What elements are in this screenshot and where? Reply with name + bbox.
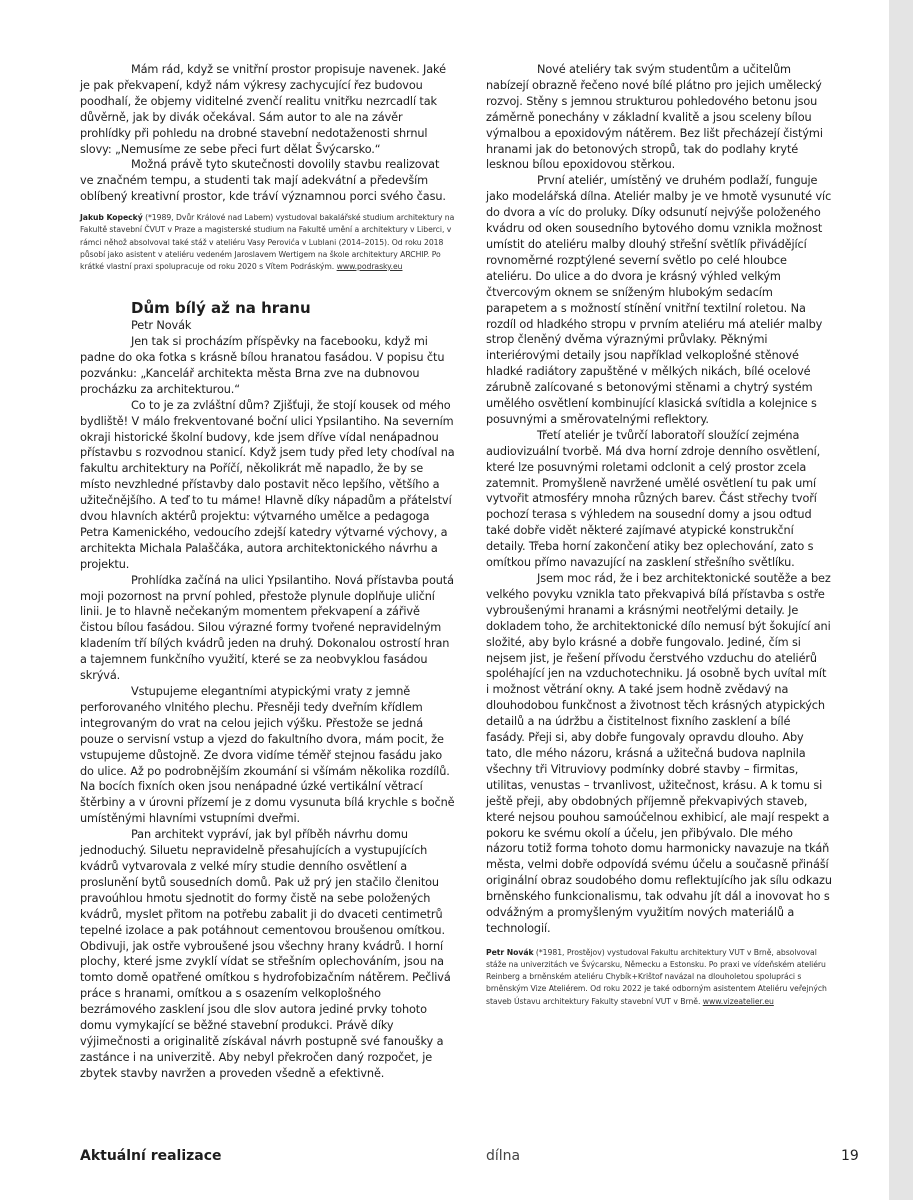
paragraph: Vstupujeme elegantními atypickými vraty z jemně perforovaného vlnitého plechu. Přesněji tedy dveřním křídlem integrovaným do vrat na celou jejich výšku. Přestože se jedná pouze o servisní vstup a vjezd do fakultního dvora, mám pocit, že vstupujeme důstojně. Ze dvora vidíme téměř stejnou fasádu jako do ulice. Až po podrobnějším zkoumání si všímám několika rozdílů. Na bocích fixních oken jsou nenápadné úzké vertikální větrací štěrbiny a v úrovni přízemí je z domu vysunuta bílá krychle s bočně umístěnými hlavními vstupními dveřmi.	[80, 685, 455, 826]
paragraph: Mám rád, když se vnitřní prostor propisuje navenek. Jaké je pak překvapení, když nám výkresy zachycující řez budovou poodhalí, že objemy viditelné zvenčí realitu vnitřku nezrcadlí tak důvěrně, jak by divák očekával. Sám autor to ale na závěr prohlídky při pohledu na drobné stavební nedotaženosti shrnul slovy: „Nemusíme ze sebe přeci furt dělat Švýcarsko.“	[80, 63, 446, 156]
paragraph: Jsem moc rád, že i bez architektonické soutěže a bez velkého povyku vznikla tato překvapivá bílá přístavba s ostře vybroušenými hranami a krásnými neotřelými detaily. Je dokladem toho, že architektonické dílo nemusí být šokující ani složité, aby bylo krásné a dobře fungovalo. Jediné, čím si nejsem jist, je řešení přívodu čerstvého vzduchu do ateliérů spoléhající jen na vzduchotechniku. Já osobně bych uvítal mít i možnost větrání okny. A také jsem hodně zvědavý na dlouhodobou funkčnost a životnost těch krásných atypických detailů a na údržbu a čistitelnost fixního zasklení a bílé fasády. Přeji si, aby dobře fungovaly opravdu dlouho. Aby tato, dle mého názoru, krásná a užitečná budova naplnila všechny tři Vitruviovy podmínky dobré stavby – firmitas, utilitas, venustas – trvanlivost, užitečnost, krásu. A k tomu si ještě přeji, aby obdobných příjemně překvapivých staveb, které nejsou pouhou samoúčelnou exhibicí, ale mají respekt a pokoru ke svému okolí a účelu, jen přibývalo. Dle mého názoru totiž forma tohoto domu harmonicky navazuje na tkáň města, velmi dobře odpovídá svému účelu a současně přináší originální obraz soudobého domu reflektujícího jak sílu odkazu brněnského funkcionalismu, tak odvahu jít dál a inovovat ho s odvážným a promyšleným využitím nových materiálů a technologií.	[486, 572, 832, 935]
paragraph: Jen tak si procházím příspěvky na facebooku, když mi padne do oka fotka s krásně bílou hranatou fasádou. V popisu čtu pozvánku: „Kancelář architekta města Brna zve na dubnovou procházku za architekturou.“	[80, 335, 445, 396]
paragraph: Nové ateliéry tak svým studentům a učitelům nabízejí obrazně řečeno nové bílé plátno pro jejich umělecký rozvoj. Stěny s jemnou strukturou pohledového betonu jsou záměrně ponechány v základní kvalitě a jsou sceleny bílou výmalbou a epoxidovým nátěrem. Bez lišt přecházejí čistými hranami jak do betonových stropů, tak do podlahy kryté lesknou bílou epoxidovou stěrkou.	[486, 63, 823, 172]
paragraph: První ateliér, umístěný ve druhém podlaží, funguje jako modelářská dílna. Ateliér malby je ve hmotě vysunuté víc do dvora a víc do proluky. Díky odsunutí nejvýše položeného kvádru od oken sousedního bytového domu vznikla možnost umístit do ateliéru malby dlouhý střešní světlík přivádějící rovnoměrné rozptýlené severní světlo po celé hloubce ateliéru. Do ulice a do dvora je krásný výhled velkým čtvercovým oknem se sníženým hlubokým sedacím parapetem a s možností stínění vnitřní textilní roletou. Na rozdíl od hladkého stropu v prvním ateliéru má ateliér malby strop členěný dvěma výraznými průvlaky. Pěknými interiérovými detaily jsou například velkoplošné stěnové hladké radiátory zapuštěné v mělkých nikách, bílé ocelové zárubně zalícované s betonovými stěnami a chytrý systém umělého osvětlení kombinující klasická svítidla a kolejnice s posuvnými a směrovatelnými reflektory.	[486, 174, 832, 426]
author-bio	[80, 212, 455, 273]
author-bio	[486, 947, 832, 1008]
paragraph: Prohlídka začíná na ulici Ypsilantiho. Nová přístavba poutá moji pozornost na první pohled, přestože plynule doplňuje uliční linii. Je to hlavně nečekaným momentem překvapení a zářivě čistou bílou fasádou. Silou výrazné formy tvořené nepravidelným kladením tří bílých kvádrů jeden na druhý. Dokonalou ostrostí hran a tajemnem funkčního využití, které se za neobvyklou fasádou skrývá.	[80, 573, 454, 683]
right-column	[486, 62, 832, 1008]
bio-link[interactable]: www.vizeatelier.eu	[702, 996, 774, 1006]
paragraph: Pan architekt vypráví, jak byl příběh návrhu domu jednoduchý. Siluetu nepravidelně přesahujících a vystupujících kvádrů vytvarovala z velké míry studie denního osvětlení a proslunění bytů sousedních domů. Pak už prý jen stačilo členitou pravoúhlou hmotu sjednotit do formy čistě na sebe položených kvádrů, myslet přitom na potřebu zabalit ji do dvaceti centimetrů tepelné izolace a pak potáhnout cementovou broušenou omítkou. Obdivuji, jak ostře vybroušené jsou všechny hrany kvádrů. I horní plochy, které jsme zvyklí vídat se střešním oplechováním, jsou na tomto domě opatřené omítkou s hydrofobizačním nátěrem. Pečlivá práce s hranami, omítkou a s osazením velkoplošného bezrámového zasklení jsou dle slov autora jediné prvky tohoto domu vymykající se běžné stavební produkci. Právě díky výjimečnosti a originalitě získával návrh postupně své fanoušky a zastánce i na univerzitě. Aby nebyl překročen daný rozpočet, je zbytek stavby navržen a proveden všedně a efektivně.	[80, 828, 451, 1080]
footer-magazine: dílna	[486, 1148, 521, 1164]
paragraph: Možná právě tyto skutečnosti dovolily stavbu realizovat ve značném tempu, a studenti tak mají adekvátní a především oblíbený kreativní prostor, kde tráví významnou porci svého času.	[80, 158, 446, 204]
footer-section: Aktuální realizace	[80, 1148, 222, 1164]
left-column	[80, 62, 455, 1082]
bio-text: (*1989, Dvůr Králové nad Labem) vystudoval bakalářské studium architektury na Fakultě stavební ČVUT v Praze a magisterské studium na Fakultě umění a architektury v Liberci, v rámci něhož absolvoval také stáž v ateliéru Vasy Perovića v Lublani (2014–2015). Od roku 2018 působí jako asistent v ateliéru vedeném Jaroslavem Wertigem na škole architektury ARCHIP. Po krátké vlastní praxi spolupracuje od roku 2020 s Vítem Podráským.	[80, 213, 455, 271]
bio-text: (*1981, Prostějov) vystudoval Fakultu architektury VUT v Brně, absolvoval stáže na univerzitách ve Švýcarsku, Německu a Estonsku. Po praxi ve vídeňském ateliéru Reinberg a brněnském ateliéru Chybík+Krištof navázal na dlouholetou spolupráci s brněnským Vize Ateliérem. Od roku 2022 je také odborným asistentem Ateliéru veřejných staveb Ústavu architektury Fakulty stavební VUT v Brně.	[486, 947, 827, 1006]
page-number: 19	[841, 1148, 859, 1164]
bio-name: Petr Novák	[486, 947, 534, 957]
paragraph: Co to je za zvláštní dům? Zjišťuji, že stojí kousek od mého bydliště! V málo frekventované boční ulici Ypsilantiho. Na severním okraji historické školní budovy, kde jsem dříve vídal nenápadnou přístavbu s rozvodnou stanicí. Když jsem tudy před lety chodíval na fakultu architektury na Poříčí, několikrát mě napadlo, že by se místo nevzhledné přístavby dalo postavit něco lepšího, většího a užitečnějšího. A teď to tu máme! Hlavně díky nápadům a přátelství dvou hlavních aktérů projektu: výtvarného umělce a pedagoga Petra Kamenického, vedoucího zdejší katedry výtvarné výchovy, a architekta Michala Palaščáka, autora architektonického návrhu a projektu.	[80, 398, 455, 571]
article-title: Dům bílý až na hranu	[131, 299, 311, 318]
bio-name: Jakub Kopecký	[80, 213, 143, 223]
bio-link[interactable]: www.podrasky.eu	[336, 261, 403, 271]
paragraph: Třetí ateliér je tvůrčí laboratoří sloužící zejména audiovizuální tvorbě. Má dva horní zdroje denního osvětlení, které lze posuvnými roletami odclonit a celý prostor zcela zatemnit. Promyšleně navržené umělé osvětlení tu pak umí vytvořit atmosféry mnoha různých barev. Část střechy tvoří pochozí terasa s výhledem na sousední domy a jsou odtud také dobře vidět některé zajímavé atypické konstrukční detaily. Třeba horní zakončení atiky bez oplechování, zato s omítkou přímo navazující na zasklení střešního světlíku.	[486, 428, 821, 570]
article-author: Petr Novák	[131, 319, 192, 333]
